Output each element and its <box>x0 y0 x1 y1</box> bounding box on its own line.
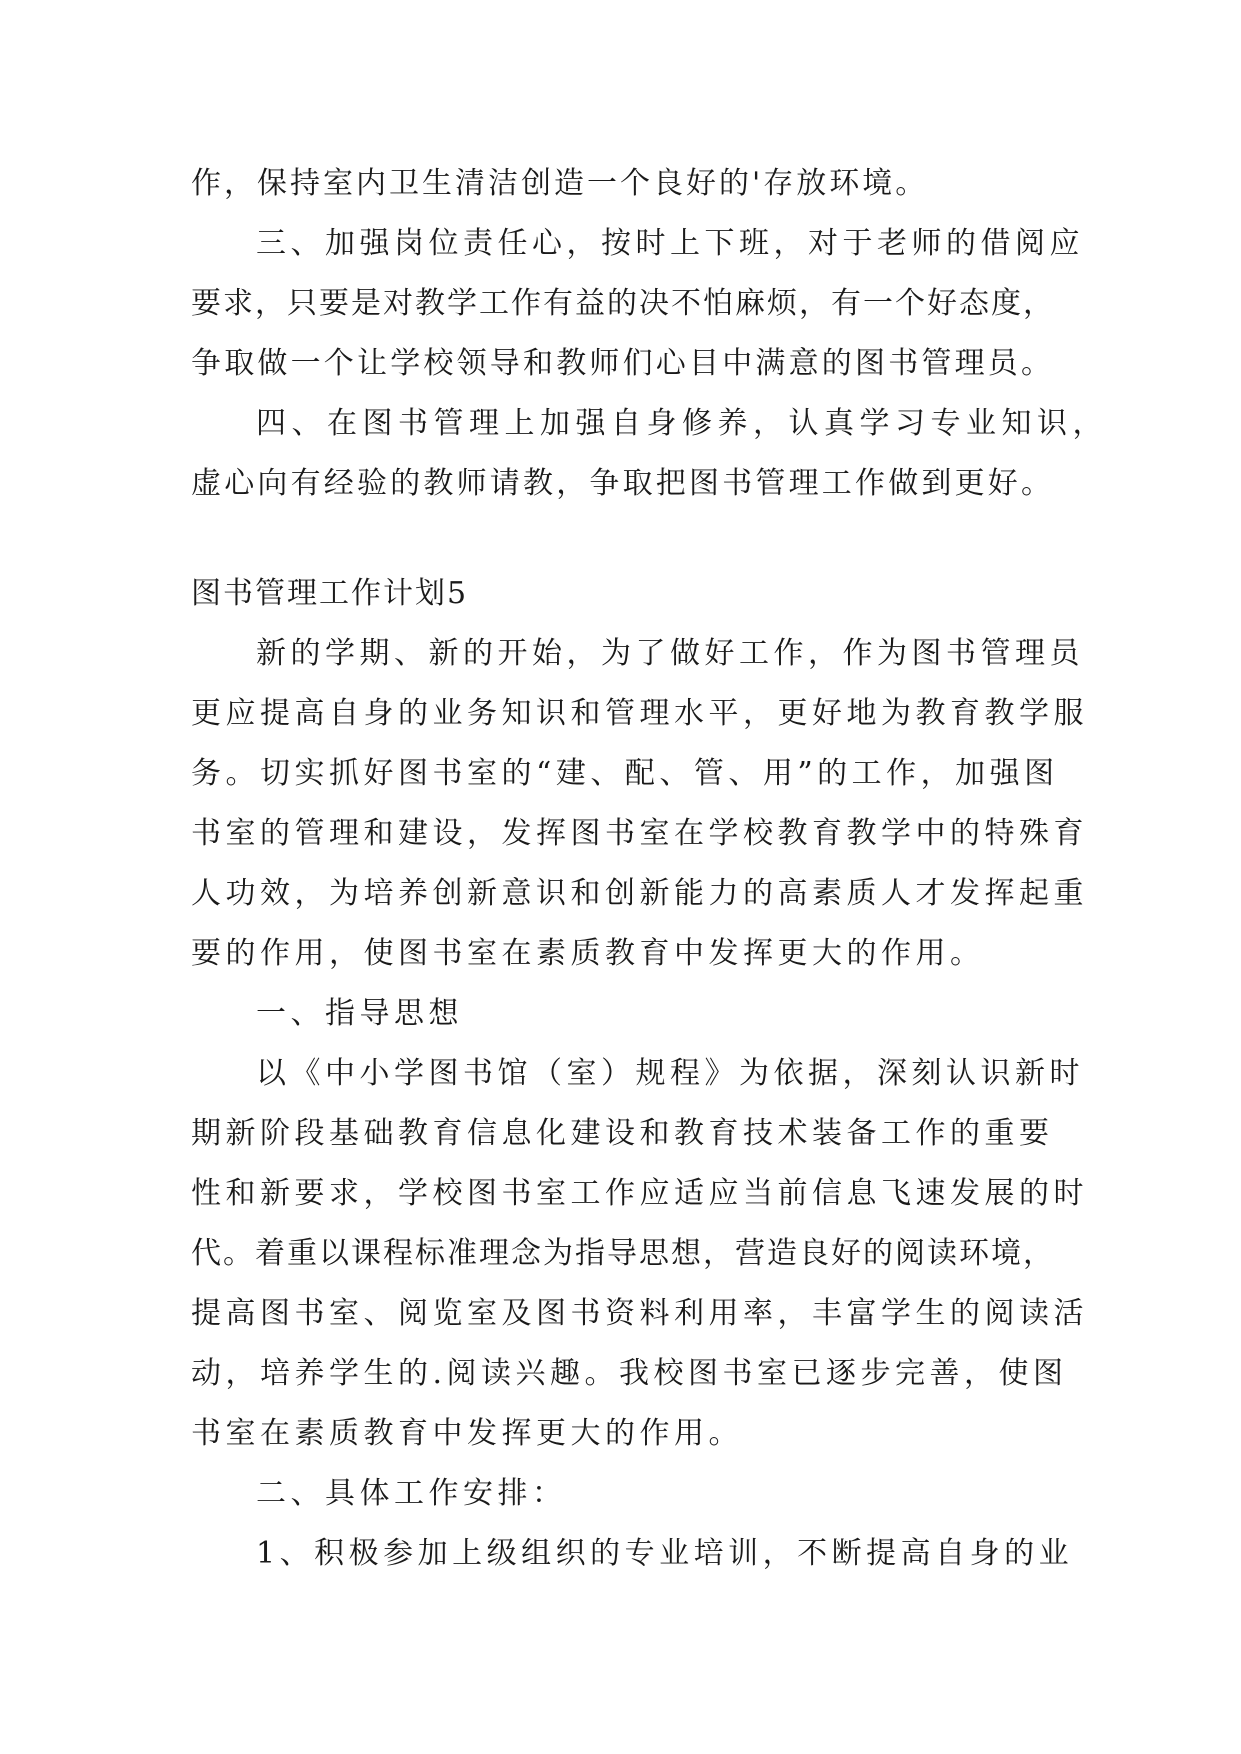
body-line: 要的作用，使图书室在素质教育中发挥更大的作用。 <box>191 936 985 971</box>
body-line: 书室在素质教育中发挥更大的作用。 <box>191 1416 743 1451</box>
body-line: 更应提高自身的业务知识和管理水平，更好地为教育教学服 <box>191 696 1088 731</box>
body-line: 虚心向有经验的教师请教，争取把图书管理工作做到更好。 <box>191 466 1055 501</box>
body-line: 争取做一个让学校领导和教师们心目中满意的图书管理员。 <box>191 346 1055 381</box>
subsection-heading: 二、具体工作安排： <box>256 1476 567 1511</box>
body-line: 性和新要求，学校图书室工作应适应当前信息飞速发展的时 <box>191 1176 1088 1211</box>
subsection-heading: 一、指导思想 <box>256 996 463 1031</box>
body-line: 书室的管理和建设，发挥图书室在学校教育教学中的特殊育 <box>191 816 1088 851</box>
body-line: 要求，只要是对教学工作有益的决不怕麻烦，有一个好态度， <box>191 286 1055 321</box>
body-line: 代。着重以课程标准理念为指导思想，营造良好的阅读环境， <box>191 1236 1055 1271</box>
body-line: 作，保持室内卫生清洁创造一个良好的'存放环境。 <box>191 166 929 201</box>
body-line: 提高图书室、阅览室及图书资料利用率，丰富学生的阅读活 <box>191 1296 1088 1331</box>
body-line: 四、在图书管理上加强自身修养，认真学习专业知识， <box>256 406 1108 441</box>
body-line: 动，培养学生的.阅读兴趣。我校图书室已逐步完善，使图 <box>191 1356 1068 1391</box>
body-line: 新的学期、新的开始，为了做好工作，作为图书管理员 <box>256 636 1084 671</box>
body-line: 人功效，为培养创新意识和创新能力的高素质人才发挥起重 <box>191 876 1088 911</box>
body-line: 1、积极参加上级组织的专业培训，不断提高自身的业 <box>256 1536 1074 1571</box>
body-line: 务。切实抓好图书室的“建、配、管、用”的工作，加强图 <box>191 756 1059 791</box>
body-line: 以《中小学图书馆（室）规程》为依据，深刻认识新时 <box>256 1056 1084 1091</box>
section-heading: 图书管理工作计划5 <box>191 576 469 611</box>
body-line: 期新阶段基础教育信息化建设和教育技术装备工作的重要 <box>191 1116 1054 1151</box>
body-line: 三、加强岗位责任心，按时上下班，对于老师的借阅应 <box>256 226 1084 261</box>
